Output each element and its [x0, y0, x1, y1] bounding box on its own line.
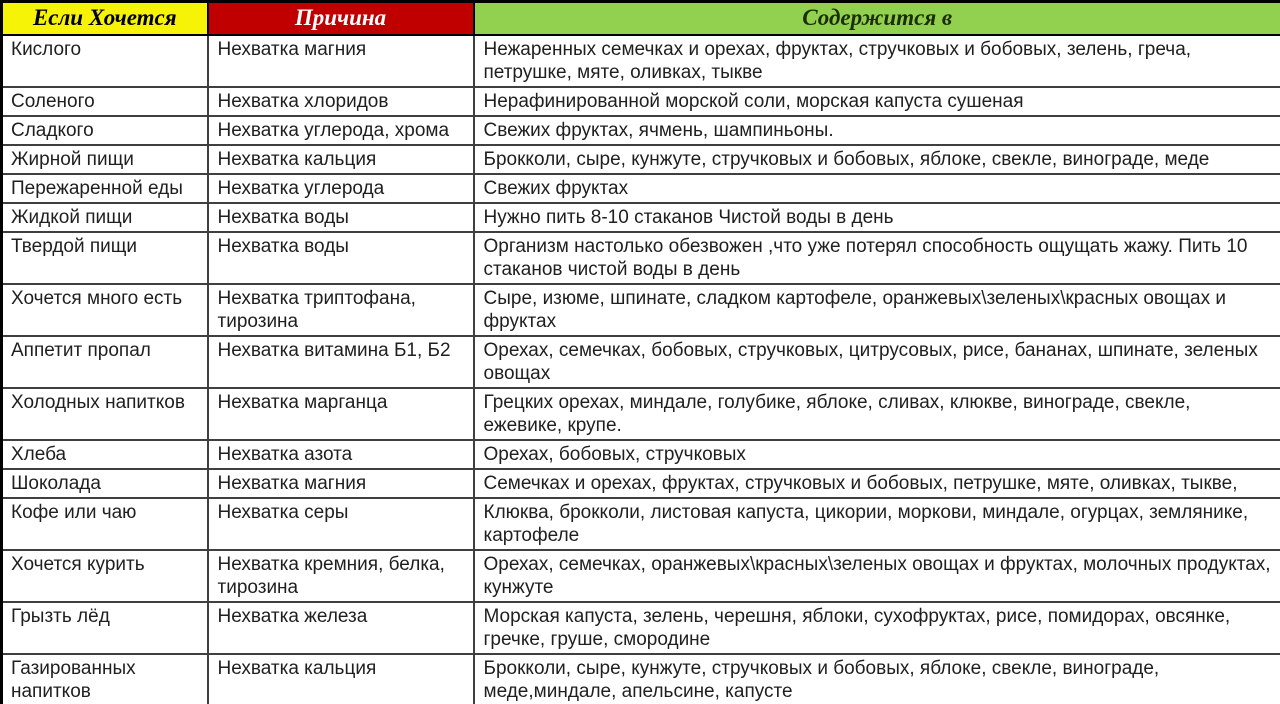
contains-cell: Сыре, изюме, шпинате, сладком картофеле, оранжевых\зеленых\красных овощах и фруктах: [474, 284, 1280, 336]
cause-cell: Нехватка воды: [208, 203, 474, 232]
contains-cell: Организм настолько обезвожен ,что уже потерял способность ощущать жажу. Пить 10 стаканов чистой воды в день: [474, 232, 1280, 284]
table-row: [2, 284, 1280, 336]
cause-cell: Нехватка воды: [208, 232, 474, 284]
cause-cell: Нехватка магния: [208, 469, 474, 498]
table-row: [2, 87, 1280, 116]
craving-cell: Сладкого: [2, 116, 208, 145]
table-row: [2, 174, 1280, 203]
header-if-craving: Если Хочется: [2, 2, 208, 36]
cause-cell: Нехватка кальция: [208, 145, 474, 174]
craving-cell: Кислого: [2, 35, 208, 87]
cause-cell: Нехватка хлоридов: [208, 87, 474, 116]
cause-cell: Нехватка триптофана, тирозина: [208, 284, 474, 336]
table-row: [2, 550, 1280, 602]
table-row: [2, 203, 1280, 232]
contains-cell: Орехах, бобовых, стручковых: [474, 440, 1280, 469]
table-body: [2, 35, 1280, 704]
table-row: [2, 116, 1280, 145]
table-row: [2, 440, 1280, 469]
header-cause: Причина: [208, 2, 474, 36]
craving-cell: Хлеба: [2, 440, 208, 469]
table-row: [2, 498, 1280, 550]
craving-cell: Твердой пищи: [2, 232, 208, 284]
cause-cell: Нехватка витамина Б1, Б2: [208, 336, 474, 388]
contains-cell: Орехах, семечках, оранжевых\красных\зеленых овощах и фруктах, молочных продуктах, кунжуте: [474, 550, 1280, 602]
table-row: [2, 145, 1280, 174]
contains-cell: Нерафинированной морской соли, морская капуста сушеная: [474, 87, 1280, 116]
table-row: [2, 388, 1280, 440]
craving-cell: Пережаренной еды: [2, 174, 208, 203]
cause-cell: Нехватка углерода, хрома: [208, 116, 474, 145]
craving-cell: Хочется курить: [2, 550, 208, 602]
craving-cell: Кофе или чаю: [2, 498, 208, 550]
contains-cell: Морская капуста, зелень, черешня, яблоки, сухофруктах, рисе, помидорах, овсянке, гречке, груше, смородине: [474, 602, 1280, 654]
craving-cell: Грызть лёд: [2, 602, 208, 654]
craving-cell: Жирной пищи: [2, 145, 208, 174]
craving-cell: Соленого: [2, 87, 208, 116]
craving-cell: Шоколада: [2, 469, 208, 498]
contains-cell: Нежаренных семечках и орехах, фруктах, стручковых и бобовых, зелень, греча, петрушке, мяте, оливках, тыкве: [474, 35, 1280, 87]
cause-cell: Нехватка магния: [208, 35, 474, 87]
craving-cell: Газированных напитков: [2, 654, 208, 704]
contains-cell: Свежих фруктах: [474, 174, 1280, 203]
table-row: [2, 336, 1280, 388]
table-header-row: [2, 2, 1280, 36]
table-row: [2, 469, 1280, 498]
table-row: [2, 35, 1280, 87]
table-row: [2, 602, 1280, 654]
cause-cell: Нехватка углерода: [208, 174, 474, 203]
craving-cell: Жидкой пищи: [2, 203, 208, 232]
cause-cell: Нехватка кальция: [208, 654, 474, 704]
cause-cell: Нехватка марганца: [208, 388, 474, 440]
contains-cell: Клюква, брокколи, листовая капуста, цикории, моркови, миндале, огурцах, землянике, картофеле: [474, 498, 1280, 550]
contains-cell: Нужно пить 8-10 стаканов Чистой воды в день: [474, 203, 1280, 232]
contains-cell: Свежих фруктах, ячмень, шампиньоны.: [474, 116, 1280, 145]
cause-cell: Нехватка кремния, белка, тирозина: [208, 550, 474, 602]
table-row: [2, 232, 1280, 284]
cause-cell: Нехватка азота: [208, 440, 474, 469]
craving-cell: Аппетит пропал: [2, 336, 208, 388]
contains-cell: Брокколи, сыре, кунжуте, стручковых и бобовых, яблоке, свекле, винограде, меде: [474, 145, 1280, 174]
craving-cell: Хочется много есть: [2, 284, 208, 336]
craving-cell: Холодных напитков: [2, 388, 208, 440]
contains-cell: Семечках и орехах, фруктах, стручковых и бобовых, петрушке, мяте, оливках, тыкве,: [474, 469, 1280, 498]
cause-cell: Нехватка серы: [208, 498, 474, 550]
contains-cell: Брокколи, сыре, кунжуте, стручковых и бобовых, яблоке, свекле, винограде, меде,миндале, апельсине, капусте: [474, 654, 1280, 704]
header-contained-in: Содержится в: [474, 2, 1280, 36]
table-row: [2, 654, 1280, 704]
contains-cell: Грецких орехах, миндале, голубике, яблоке, сливах, клюкве, винограде, свекле, ежевике, крупе.: [474, 388, 1280, 440]
contains-cell: Орехах, семечках, бобовых, стручковых, цитрусовых, рисе, бананах, шпинате, зеленых овощах: [474, 336, 1280, 388]
cause-cell: Нехватка железа: [208, 602, 474, 654]
